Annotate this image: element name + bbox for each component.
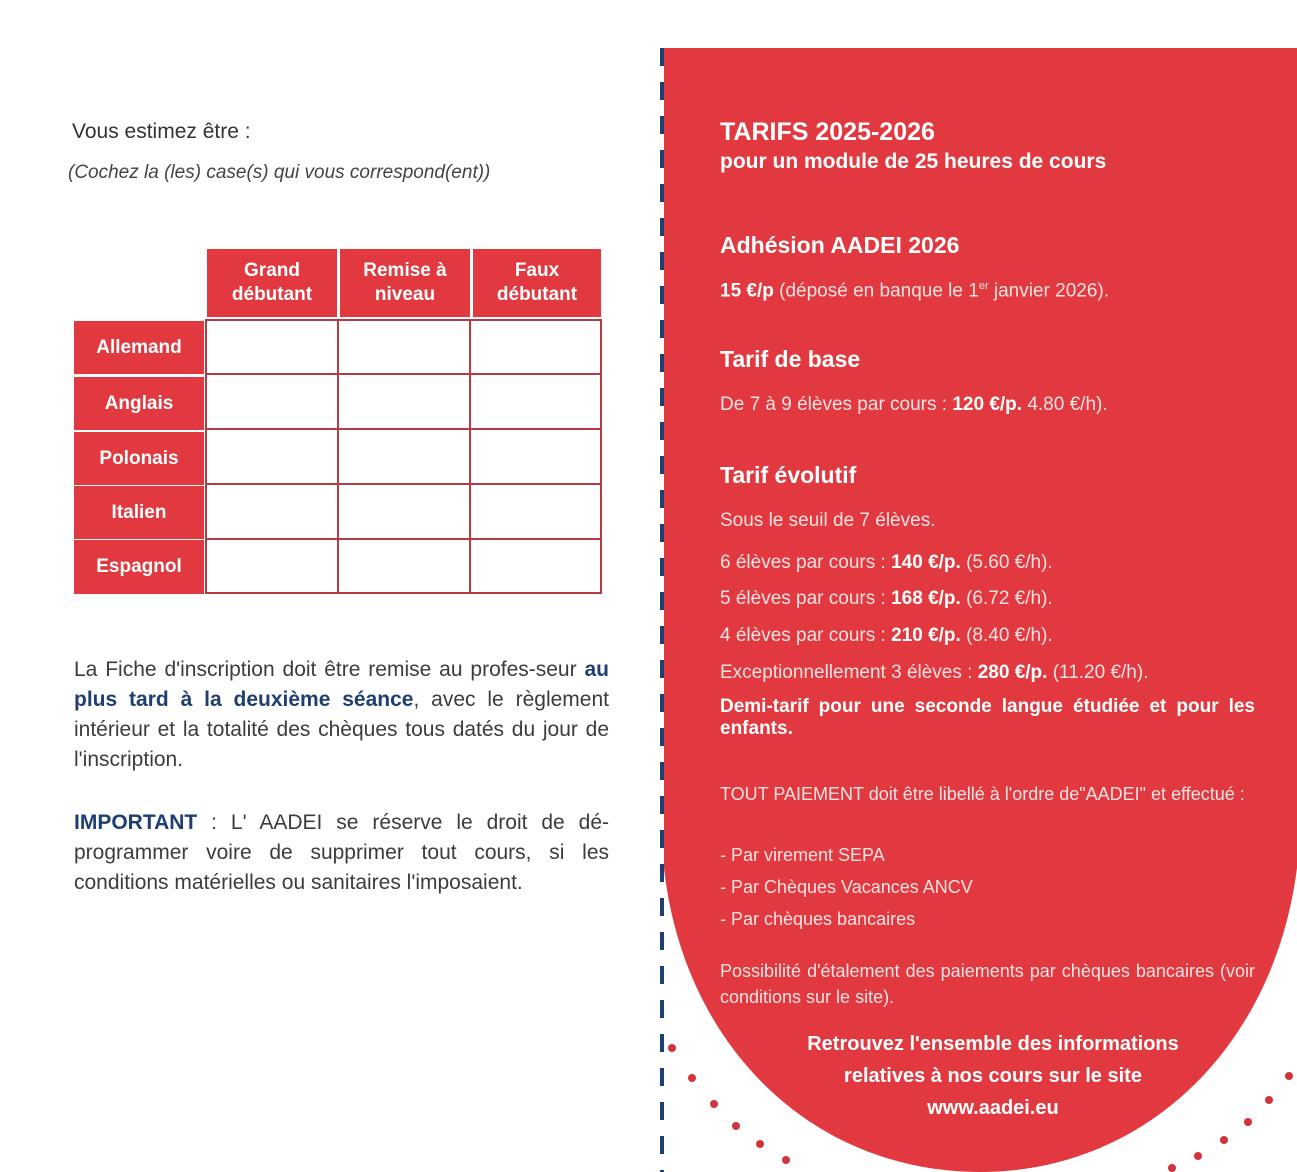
level-grid xyxy=(74,249,604,594)
tarifs-title: TARIFS 2025-2026 xyxy=(720,118,935,146)
base-text: De 7 à 9 élèves par cours : xyxy=(720,394,953,415)
evolutif-row xyxy=(720,552,1053,574)
adhesion-sup: er xyxy=(978,280,989,292)
row-espagnol: Espagnol xyxy=(74,540,204,594)
adhesion-note: (déposé en banque le 1 xyxy=(773,280,979,302)
checkbox-anglais-remise-a-niveau[interactable] xyxy=(337,373,471,430)
header-line: débutant xyxy=(496,284,578,305)
evolutif-hourly: (6.72 €/h). xyxy=(960,588,1053,609)
header-line: Remise à xyxy=(363,260,447,282)
checkbox-espagnol-faux-debutant[interactable] xyxy=(469,538,602,594)
evolutif-label: 5 élèves par cours : xyxy=(720,588,892,609)
evolutif-row xyxy=(720,625,1053,647)
header-remise-a-niveau xyxy=(340,249,470,317)
checkbox-italien-remise-a-niveau[interactable] xyxy=(337,483,471,540)
checkbox-polonais-grand-debutant[interactable] xyxy=(205,428,339,485)
checkbox-polonais-faux-debutant[interactable] xyxy=(469,428,602,485)
evolutif-hourly: (5.60 €/h). xyxy=(960,552,1053,573)
checkbox-espagnol-grand-debutant[interactable] xyxy=(205,538,339,594)
intro-text: Vous estimez être : xyxy=(72,120,251,143)
payment-method: - Par virement SEPA xyxy=(720,845,885,865)
evolutif-hourly: (11.20 €/h). xyxy=(1047,662,1149,683)
header-line: niveau xyxy=(374,284,436,305)
deadline-emphasis: au plus tard à la deuxième séance xyxy=(74,658,609,711)
header-grand-debutant xyxy=(207,249,337,317)
important-label: IMPORTANT xyxy=(74,811,198,834)
evolutif-row xyxy=(720,662,1148,684)
base-hourly: 4.80 €/h). xyxy=(1022,394,1108,415)
adhesion-title: Adhésion AADEI 2026 xyxy=(720,232,960,258)
payment-method: - Par chèques bancaires xyxy=(720,909,916,929)
row-allemand: Allemand xyxy=(74,321,204,374)
evolutif-title: Tarif évolutif xyxy=(720,462,857,488)
evolutif-row xyxy=(720,588,1053,610)
adhesion-price: 15 €/p xyxy=(720,280,774,302)
tarifs-subtitle: pour un module de 25 heures de cours xyxy=(720,150,1107,173)
header-line: débutant xyxy=(231,284,313,305)
evolutif-price: 140 €/p. xyxy=(891,552,961,573)
paragraph-text: : L' AADEI se réserve le droit de dé-programmer voire de supprimer tout cours, si les conditions matérielles ou sanitaires l'imposaient. xyxy=(74,811,609,894)
evolutif-label: 6 élèves par cours : xyxy=(720,552,892,573)
registration-paragraph xyxy=(74,655,609,775)
checkbox-anglais-faux-debutant[interactable] xyxy=(469,373,602,430)
header-line: Grand xyxy=(244,260,300,282)
footer-line-2: relatives à nos cours sur le site xyxy=(844,1065,1142,1087)
row-polonais: Polonais xyxy=(74,432,204,485)
base-line xyxy=(720,394,1108,416)
header-line: Faux xyxy=(514,260,560,282)
checkbox-espagnol-remise-a-niveau[interactable] xyxy=(337,538,471,594)
paragraph-text: La Fiche d'inscription doit être remise au profes-seur xyxy=(74,658,585,681)
evolutif-label: Exceptionnellement 3 élèves : xyxy=(720,662,978,683)
payment-intro: TOUT PAIEMENT doit être libellé à l'ordre de"AADEI" et effectué : xyxy=(720,784,1245,804)
checkbox-allemand-grand-debutant[interactable] xyxy=(205,319,339,375)
evolutif-price: 280 €/p. xyxy=(977,662,1048,683)
checkbox-polonais-remise-a-niveau[interactable] xyxy=(337,428,471,485)
row-anglais: Anglais xyxy=(74,377,204,430)
payment-method: - Par Chèques Vacances ANCV xyxy=(720,877,973,897)
footer-line-1: Retrouvez l'ensemble des informations xyxy=(807,1033,1179,1055)
evolutif-hourly: (8.40 €/h). xyxy=(960,625,1053,646)
instruction-hint: (Cochez la (les) case(s) qui vous correspond(ent)) xyxy=(68,162,491,183)
base-price: 120 €/p. xyxy=(952,394,1023,415)
header-faux-debutant xyxy=(473,249,601,317)
adhesion-note: janvier 2026). xyxy=(988,280,1110,302)
important-paragraph xyxy=(74,808,609,898)
website-link[interactable]: www.aadei.eu xyxy=(927,1097,1059,1119)
checkbox-anglais-grand-debutant[interactable] xyxy=(205,373,339,430)
installments-note: Possibilité d'étalement des paiements par chèques bancaires (voir conditions sur le site). xyxy=(720,961,1255,1007)
base-title: Tarif de base xyxy=(720,346,861,372)
evolutif-price: 210 €/p. xyxy=(891,625,961,646)
evolutif-label: 4 élèves par cours : xyxy=(720,625,892,646)
row-italien: Italien xyxy=(74,486,204,539)
checkbox-italien-faux-debutant[interactable] xyxy=(469,483,602,540)
paragraph-text: , avec le règlement intérieur et la totalité des chèques tous datés du jour de l'inscription. xyxy=(74,688,609,771)
evolutif-price: 168 €/p. xyxy=(891,588,961,609)
checkbox-allemand-remise-a-niveau[interactable] xyxy=(337,319,471,375)
checkbox-allemand-faux-debutant[interactable] xyxy=(469,319,602,375)
checkbox-italien-grand-debutant[interactable] xyxy=(205,483,339,540)
demi-tarif-note: Demi-tarif pour une seconde langue étudiée et pour les enfants. xyxy=(720,696,1255,739)
adhesion-line xyxy=(720,280,1109,302)
evolutif-intro: Sous le seuil de 7 élèves. xyxy=(720,510,936,531)
